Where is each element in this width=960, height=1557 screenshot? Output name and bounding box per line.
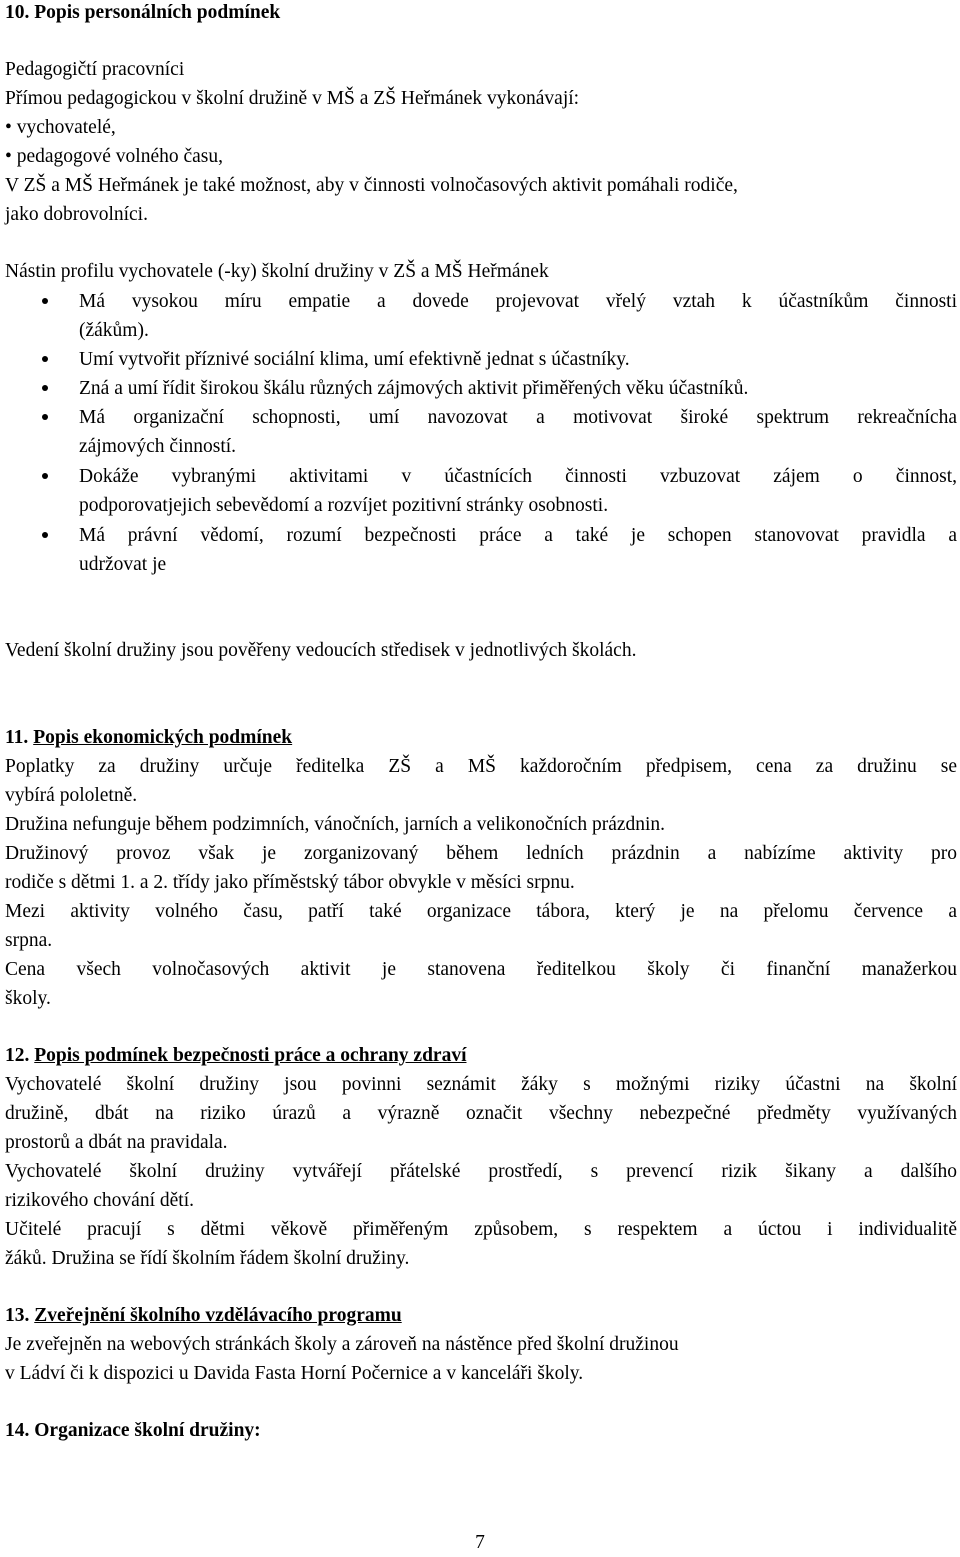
profile-item-text: (žákům). xyxy=(79,320,149,341)
management-text: Vedení školní družiny jsou pověřeny vedoucích středisek v jednotlivých školách. xyxy=(5,640,637,661)
section-number: 12. xyxy=(5,1045,30,1066)
section-number: 13. xyxy=(5,1305,30,1326)
profile-item-text: Zná a umí řídit širokou škálu různých zájmových aktivit přiměřených věku účastníků. xyxy=(79,378,749,399)
page-number: 7 xyxy=(475,1532,485,1553)
staff-bullet-item: • vychovatelé, xyxy=(5,117,116,138)
staff-intro-line: Přímou pedagogickou v školní družině v MŠ a ZŠ Heřmánek vykonávají: xyxy=(5,88,580,109)
section-title: Zveřejnění školního vzdělávacího programu xyxy=(34,1305,402,1326)
paragraph-line: rizikového chování dětí. xyxy=(5,1190,194,1211)
profile-item-text: Má organizační schopnosti, umí navozovat a motivovat široké spektrum rekreačnícha xyxy=(79,407,957,428)
section-title: Popis ekonomických podmínek xyxy=(33,727,293,748)
paragraph-line: Družinový provoz však je zorganizovaný během ledních prázdnin a nabízíme aktivity pro xyxy=(5,843,957,864)
section-10-heading: 10. Popis personálních podmínek xyxy=(5,2,281,23)
bullet-icon xyxy=(42,298,48,304)
paragraph-line: Vychovatelé školní drużiny vytvářejí přátelské prostředí, s prevencí rizik šikany a dalšího xyxy=(5,1161,957,1182)
paragraph-line: vybírá pololetně. xyxy=(5,785,138,806)
profile-item-text: zájmových činností. xyxy=(79,436,237,457)
profile-item-text: podporovatjejich sebevědomí a rozvíjet pozitivní stránky osobnosti. xyxy=(79,495,609,516)
paragraph-line: Poplatky za družiny určuje ředitelka ZŠ a MŠ každoročním předpisem, cena za družinu se xyxy=(5,756,957,777)
profile-item-text: Umí vytvořit příznivé sociální klima, umí efektivně jednat s účastníky. xyxy=(79,349,630,370)
staff-bullet-item: • pedagogové volného času, xyxy=(5,146,224,167)
profile-item-text: Má právní vědomí, rozumí bezpečnosti práce a také je schopen stanovovat pravidla a xyxy=(79,525,957,546)
section-12-heading xyxy=(5,1041,467,1070)
bullet-icon xyxy=(42,532,48,538)
paragraph-line: Cena všech volnočasových aktivit je stanovena ředitelkou školy či finanční manažerkou xyxy=(5,959,957,980)
bullet-icon xyxy=(42,356,48,362)
paragraph-line: Vychovatelé školní družiny jsou povinni seznámit žáky s možnými riziky účastni na školní xyxy=(5,1074,957,1095)
bullet-icon xyxy=(42,385,48,391)
bullet-icon xyxy=(42,473,48,479)
section-14-heading: 14. Organizace školní družiny: xyxy=(5,1420,261,1441)
profile-title: Nástin profilu vychovatele (-ky) školní družiny v ZŠ a MŠ Heřmánek xyxy=(5,261,549,282)
paragraph-line: Je zveřejněn na webových stránkách školy a zároveň na nástěnce před školní družinou xyxy=(5,1334,679,1355)
paragraph-line: srpna. xyxy=(5,930,53,951)
paragraph-line: družině, dbát na riziko úrazů a výrazně označit všechny nebezpečné předměty využívaných xyxy=(5,1103,957,1124)
paragraph-line: v Ládví či k dispozici u Davida Fasta Horní Počernice a v kanceláři školy. xyxy=(5,1363,584,1384)
bullet-icon xyxy=(42,414,48,420)
paragraph-line: školy. xyxy=(5,988,51,1009)
volunteers-text: V ZŠ a MŠ Heřmánek je také možnost, aby v činnosti volnočasových aktivit pomáhali rodiče, xyxy=(5,175,738,196)
staff-intro-line: Pedagogičtí pracovníci xyxy=(5,59,185,80)
section-13-heading xyxy=(5,1301,402,1330)
paragraph-line: žáků. Družina se řídí školním řádem školní družiny. xyxy=(5,1248,410,1269)
paragraph-line: prostorů a dbát na pravidala. xyxy=(5,1132,228,1153)
volunteers-text: jako dobrovolníci. xyxy=(5,204,148,225)
section-11-heading xyxy=(5,723,292,752)
profile-item-text: Dokáže vybranými aktivitami v účastnících činnosti vzbuzovat zájem o činnost, xyxy=(79,466,957,487)
section-title: Popis podmínek bezpečnosti práce a ochrany zdraví xyxy=(34,1045,467,1066)
paragraph-line: Učitelé pracují s dětmi věkově přiměřeným způsobem, s respektem a úctou i individualitě xyxy=(5,1219,957,1240)
profile-item-text: Má vysokou míru empatie a dovede projevovat vřelý vztah k účastníkům činnosti xyxy=(79,291,957,312)
section-number: 11. xyxy=(5,727,29,748)
paragraph-line: Družina nefunguje během podzimních, vánočních, jarních a velikonočních prázdnin. xyxy=(5,814,666,835)
profile-item-text: udržovat je xyxy=(79,554,167,575)
paragraph-line: rodiče s dětmi 1. a 2. třídy jako příměstský tábor obvykle v měsíci srpnu. xyxy=(5,872,575,893)
paragraph-line: Mezi aktivity volného času, patří také organizace tábora, který je na přelomu července a xyxy=(5,901,957,922)
